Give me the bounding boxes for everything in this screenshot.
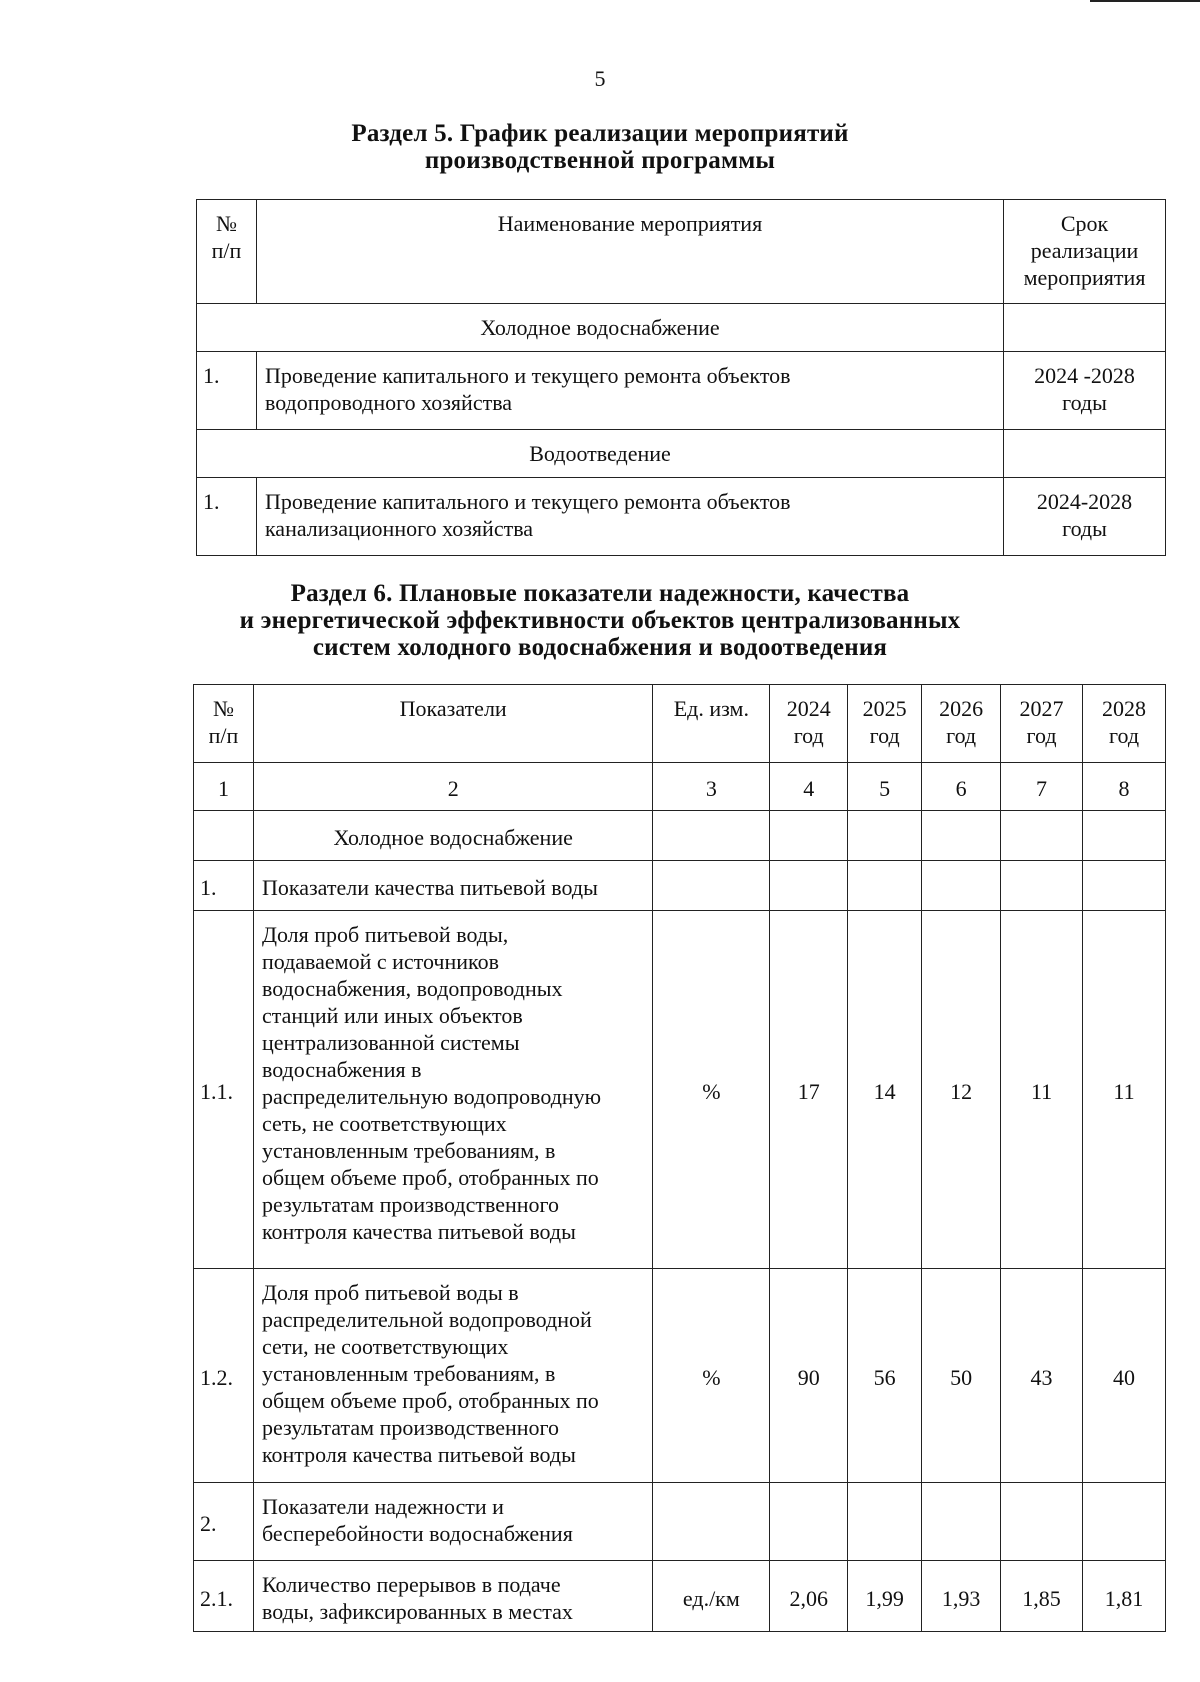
row-value (922, 1483, 1001, 1561)
row-value: 43 (1001, 1269, 1083, 1483)
header-num-line: п/п (211, 238, 242, 263)
row-unit (653, 1483, 770, 1561)
header-term-line: реализации (1030, 238, 1139, 263)
row-name-line: Доля проб питьевой воды в (261, 1280, 519, 1305)
schedule-table (196, 199, 1166, 556)
section6-title-line: Раздел 6. Плановые показатели надежности, качества (290, 580, 910, 607)
header-year-word: год (793, 723, 824, 748)
table-row (197, 478, 1166, 556)
row-name (256, 478, 1003, 556)
row-term (1004, 478, 1166, 556)
row-name (253, 1269, 652, 1483)
header-year-number: 2028 (1102, 696, 1146, 721)
header-num (197, 200, 257, 304)
row-num: 1. (197, 478, 257, 556)
empty-cell (1004, 430, 1166, 478)
row-value: 14 (848, 911, 922, 1269)
row-name-line: контроля качества питьевой воды (261, 1442, 576, 1467)
row-value (770, 861, 848, 911)
row-name-line: распределительной водопроводной (261, 1307, 592, 1332)
column-number: 6 (922, 763, 1001, 811)
row-name-line: Проведение капитального и текущего ремонта объектов (264, 489, 791, 514)
row-name-line: контроля качества питьевой воды (261, 1219, 576, 1244)
header-term-line: Срок (1060, 211, 1109, 236)
row-term (1004, 352, 1166, 430)
column-number: 8 (1083, 763, 1166, 811)
row-value: 1,85 (1001, 1561, 1083, 1632)
section5-title-line: производственной программы (424, 147, 776, 174)
column-number: 2 (253, 763, 652, 811)
header-term-line: мероприятия (1023, 265, 1146, 290)
empty-cell (1004, 304, 1166, 352)
row-num: 2.1. (194, 1561, 254, 1632)
header-year-word: год (869, 723, 900, 748)
row-name-line: бесперебойности водоснабжения (261, 1521, 573, 1546)
row-name-line: установленным требованиям, в (261, 1138, 556, 1163)
column-number-row (194, 763, 1166, 811)
group-title: Холодное водоснабжение (253, 811, 652, 861)
row-name-line: Доля проб питьевой воды, (261, 922, 509, 947)
row-name-line: результатам производственного (261, 1192, 560, 1217)
row-name-line: станций или иных объектов (261, 1003, 523, 1028)
row-value (848, 1483, 922, 1561)
header-year-number: 2024 (786, 696, 831, 721)
header-year-number: 2027 (1019, 696, 1064, 721)
row-name (253, 861, 652, 911)
row-unit: ед./км (653, 1561, 770, 1632)
header-year-number: 2026 (939, 696, 984, 721)
table-row (197, 352, 1166, 430)
row-name-line: установленным требованиям, в (261, 1361, 556, 1386)
header-year (1083, 685, 1166, 763)
header-num-line: п/п (208, 723, 239, 748)
header-name: Наименование мероприятия (256, 200, 1003, 304)
section6-title (0, 580, 1200, 661)
row-value: 50 (922, 1269, 1001, 1483)
table-row (194, 1269, 1166, 1483)
row-name-line: сеть, не соответствующих (261, 1111, 507, 1136)
empty-cell (922, 811, 1001, 861)
header-year-word: год (1026, 723, 1057, 748)
header-num-line: № (215, 211, 237, 236)
row-value (1001, 1483, 1083, 1561)
row-value: 11 (1083, 911, 1166, 1269)
row-value (1001, 861, 1083, 911)
row-name-line: общем объеме проб, отобранных по (261, 1165, 599, 1190)
group-row (194, 811, 1166, 861)
row-name-line: водоснабжения в (261, 1057, 422, 1082)
row-value: 2,06 (770, 1561, 848, 1632)
row-name-line: результатам производственного (261, 1415, 560, 1440)
row-name-line: подаваемой с источников (261, 949, 500, 974)
row-name-line: Проведение капитального и текущего ремонта объектов (264, 363, 791, 388)
header-unit: Ед. изм. (653, 685, 770, 763)
row-value: 1,81 (1083, 1561, 1166, 1632)
column-number: 1 (194, 763, 254, 811)
empty-cell (653, 811, 770, 861)
row-unit (653, 861, 770, 911)
group-title: Водоотведение (197, 430, 1004, 478)
column-number: 4 (770, 763, 848, 811)
row-value: 17 (770, 911, 848, 1269)
header-term (1004, 200, 1166, 304)
row-term-line: годы (1062, 390, 1107, 415)
row-num: 1.1. (194, 911, 254, 1269)
row-term-line: 2024 -2028 (1034, 363, 1135, 388)
header-year-number: 2025 (862, 696, 907, 721)
group-row (197, 430, 1166, 478)
header-year (770, 685, 848, 763)
row-value: 56 (848, 1269, 922, 1483)
row-value (770, 1483, 848, 1561)
page-number: 5 (594, 66, 606, 91)
empty-cell (770, 811, 848, 861)
row-name-line: распределительную водопроводную (261, 1084, 602, 1109)
row-term-line: годы (1062, 516, 1107, 541)
section6-title-line: систем холодного водоснабжения и водоотведения (312, 634, 888, 661)
row-name-line: Количество перерывов в подаче (261, 1572, 561, 1597)
header-year-word: год (946, 723, 977, 748)
row-value: 90 (770, 1269, 848, 1483)
row-name (253, 1561, 652, 1632)
row-value (848, 861, 922, 911)
table-row (194, 1561, 1166, 1632)
row-value: 40 (1083, 1269, 1166, 1483)
row-name-line: Показатели качества питьевой воды (261, 875, 598, 900)
row-name-line: общем объеме проб, отобранных по (261, 1388, 599, 1413)
row-name-line: сети, не соответствующих (261, 1334, 509, 1359)
row-name (253, 911, 652, 1269)
row-name-line: воды, зафиксированных в местах (261, 1599, 573, 1624)
header-num (194, 685, 254, 763)
table-row (194, 1483, 1166, 1561)
row-name-line: водопроводного хозяйства (264, 390, 513, 415)
row-value (922, 861, 1001, 911)
header-year (1001, 685, 1083, 763)
row-value: 12 (922, 911, 1001, 1269)
empty-cell (1083, 811, 1166, 861)
row-term-line: 2024-2028 (1036, 489, 1133, 514)
row-name-line: Показатели надежности и (261, 1494, 504, 1519)
section5-title-line: Раздел 5. График реализации мероприятий (351, 120, 849, 147)
group-title: Холодное водоснабжение (197, 304, 1004, 352)
empty-cell (848, 811, 922, 861)
table-header-row (194, 685, 1166, 763)
row-num: 2. (194, 1483, 254, 1561)
row-name (253, 1483, 652, 1561)
section5-title (0, 120, 1200, 174)
corner-rule (1090, 0, 1200, 2)
column-number: 3 (653, 763, 770, 811)
row-num: 1. (194, 861, 254, 911)
row-name-line: централизованной системы (261, 1030, 520, 1055)
table-header-row (197, 200, 1166, 304)
header-year (922, 685, 1001, 763)
row-num: 1. (197, 352, 257, 430)
row-unit: % (653, 1269, 770, 1483)
row-value: 1,99 (848, 1561, 922, 1632)
section6-title-line: и энергетической эффективности объектов централизованных (239, 607, 961, 634)
indicators-table (193, 684, 1166, 1632)
row-num: 1.2. (194, 1269, 254, 1483)
group-row (197, 304, 1166, 352)
table-row (194, 911, 1166, 1269)
column-number: 7 (1001, 763, 1083, 811)
row-unit: % (653, 911, 770, 1269)
row-value (1083, 861, 1166, 911)
empty-cell (194, 811, 254, 861)
row-name-line: водоснабжения, водопроводных (261, 976, 563, 1001)
header-name: Показатели (253, 685, 652, 763)
header-num-line: № (212, 696, 234, 721)
row-name-line: канализационного хозяйства (264, 516, 534, 541)
empty-cell (1001, 811, 1083, 861)
header-year-word: год (1108, 723, 1140, 748)
header-year (848, 685, 922, 763)
column-number: 5 (848, 763, 922, 811)
table-row (194, 861, 1166, 911)
row-value: 1,93 (922, 1561, 1001, 1632)
row-value (1083, 1483, 1166, 1561)
row-name (256, 352, 1003, 430)
row-value: 11 (1001, 911, 1083, 1269)
